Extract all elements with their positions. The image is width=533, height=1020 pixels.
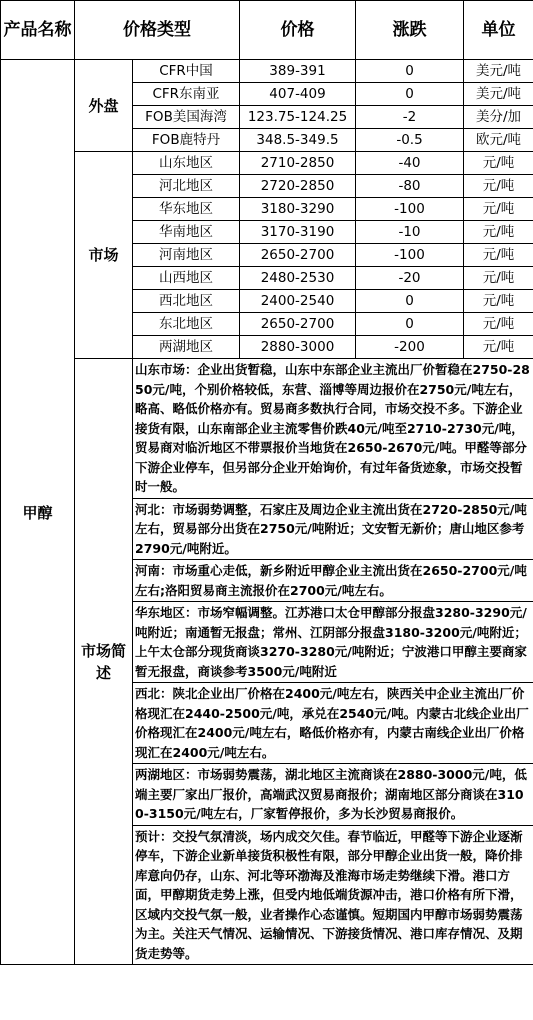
- change-cell: -200: [356, 336, 464, 359]
- price-cell: 123.75-124.25: [240, 106, 356, 129]
- commentary-shandong: 山东市场：企业出货暂稳，山东中东部企业主流出厂价暂稳在2750-2850元/吨，个别价格较低，东营、淄博等周边报价在2750元/吨左右，略高、略低价格亦有。贸易商多数执行合同，市场交投不多。下游企业接货有限，山东南部企业主流零售价跌40元/吨至2710-2730元/吨，贸易商对临沂地区不带票报价当地货在2650-2670元/吨。甲醛等部分下游企业停车，但另部分企业开始询价，有过年备货迹象，市场交投暂时一般。: [133, 359, 533, 499]
- unit-cell: 元/吨: [464, 336, 533, 359]
- price-cell: 3180-3290: [240, 198, 356, 221]
- change-cell: 0: [356, 60, 464, 83]
- commentary-henan: 河南：市场重心走低，新乡附近甲醇企业主流出货在2650-2700元/吨左右;洛阳贸易商主流报价在2700元/吨左右。: [133, 560, 533, 602]
- change-cell: -20: [356, 267, 464, 290]
- type-cell: 东北地区: [133, 313, 240, 336]
- price-cell: 2710-2850: [240, 152, 356, 175]
- header-unit: 单位: [464, 1, 533, 60]
- price-cell: 2400-2540: [240, 290, 356, 313]
- unit-cell: 美元/吨: [464, 83, 533, 106]
- price-cell: 2880-3000: [240, 336, 356, 359]
- price-cell: 389-391: [240, 60, 356, 83]
- commentary-hebei: 河北：市场弱势调整，石家庄及周边企业主流出货在2720-2850元/吨左右，贸易部分出货在2750元/吨附近；文安暂无新价；唐山地区参考2790元/吨附近。: [133, 498, 533, 560]
- price-cell: 348.5-349.5: [240, 129, 356, 152]
- commentary-row: [1, 359, 533, 499]
- type-cell: 西北地区: [133, 290, 240, 313]
- unit-cell: 元/吨: [464, 198, 533, 221]
- type-cell: CFR东南亚: [133, 83, 240, 106]
- group-market: 市场: [75, 152, 133, 359]
- change-cell: -100: [356, 244, 464, 267]
- commentary-east-china: 华东地区：市场窄幅调整。江苏港口太仓甲醇部分报盘3280-3290元/吨附近；南通暂无报盘；常州、江阴部分报盘3180-3200元/吨附近；上午太仓部分现货商谈3270-3280元/吨附近；宁波港口甲醇主要商家暂无报盘，商谈参考3500元/吨附近: [133, 602, 533, 683]
- unit-cell: 元/吨: [464, 313, 533, 336]
- header-price: 价格: [240, 1, 356, 60]
- price-cell: 3170-3190: [240, 221, 356, 244]
- unit-cell: 元/吨: [464, 290, 533, 313]
- price-cell: 2650-2700: [240, 313, 356, 336]
- price-cell: 2480-2530: [240, 267, 356, 290]
- type-cell: 山东地区: [133, 152, 240, 175]
- price-cell: 2720-2850: [240, 175, 356, 198]
- type-cell: 河北地区: [133, 175, 240, 198]
- unit-cell: 元/吨: [464, 267, 533, 290]
- header-change: 涨跌: [356, 1, 464, 60]
- change-cell: -2: [356, 106, 464, 129]
- change-cell: -10: [356, 221, 464, 244]
- type-cell: CFR中国: [133, 60, 240, 83]
- price-cell: 407-409: [240, 83, 356, 106]
- type-cell: 山西地区: [133, 267, 240, 290]
- unit-cell: 美分/加: [464, 106, 533, 129]
- price-row: [1, 60, 533, 83]
- header-product: 产品名称: [1, 1, 75, 60]
- change-cell: -0.5: [356, 129, 464, 152]
- change-cell: -40: [356, 152, 464, 175]
- price-cell: 2650-2700: [240, 244, 356, 267]
- header-row: [1, 1, 533, 60]
- group-overseas: 外盘: [75, 60, 133, 152]
- type-cell: 华东地区: [133, 198, 240, 221]
- change-cell: 0: [356, 83, 464, 106]
- type-cell: 华南地区: [133, 221, 240, 244]
- group-commentary: 市场简述: [75, 359, 133, 965]
- commentary-northwest: 西北：陕北企业出厂价格在2400元/吨左右，陕西关中企业主流出厂价格现汇在2440-2500元/吨，承兑在2540元/吨。内蒙古北线企业出厂价格现汇在2400元/吨左右，略低价格亦有，内蒙古南线企业出厂价格现汇在2400元/吨左右。: [133, 683, 533, 764]
- type-cell: 河南地区: [133, 244, 240, 267]
- change-cell: 0: [356, 313, 464, 336]
- unit-cell: 美元/吨: [464, 60, 533, 83]
- unit-cell: 元/吨: [464, 221, 533, 244]
- header-type: 价格类型: [75, 1, 240, 60]
- product-name: 甲醇: [1, 60, 75, 965]
- unit-cell: 元/吨: [464, 175, 533, 198]
- unit-cell: 欧元/吨: [464, 129, 533, 152]
- change-cell: 0: [356, 290, 464, 313]
- unit-cell: 元/吨: [464, 152, 533, 175]
- commentary-forecast: 预计：交投气氛清淡，场内成交欠佳。春节临近，甲醛等下游企业逐渐停车，下游企业新单接货积极性有限，部分甲醇企业出货一般，降价排库意向仍存，山东、河北等环渤海及淮海市场走势继续下滑。港口方面，甲醇期货走势上涨，但受内地低端货源冲击，港口价格有所下滑，区域内交投气氛一般，业者操作心态谨慎。短期国内甲醇市场弱势震荡为主。关注天气情况、运输情况、下游接货情况、港口库存情况、及期货走势等。: [133, 825, 533, 965]
- change-cell: -80: [356, 175, 464, 198]
- price-row: [1, 152, 533, 175]
- commentary-lianghu: 两湖地区：市场弱势震荡，湖北地区主流商谈在2880-3000元/吨，低端主要厂家出厂报价，高端武汉贸易商报价；湖南地区部分商谈在3100-3150元/吨左右，厂家暂停报价，多为长沙贸易商报价。: [133, 764, 533, 826]
- type-cell: FOB鹿特丹: [133, 129, 240, 152]
- type-cell: FOB美国海湾: [133, 106, 240, 129]
- change-cell: -100: [356, 198, 464, 221]
- type-cell: 两湖地区: [133, 336, 240, 359]
- unit-cell: 元/吨: [464, 244, 533, 267]
